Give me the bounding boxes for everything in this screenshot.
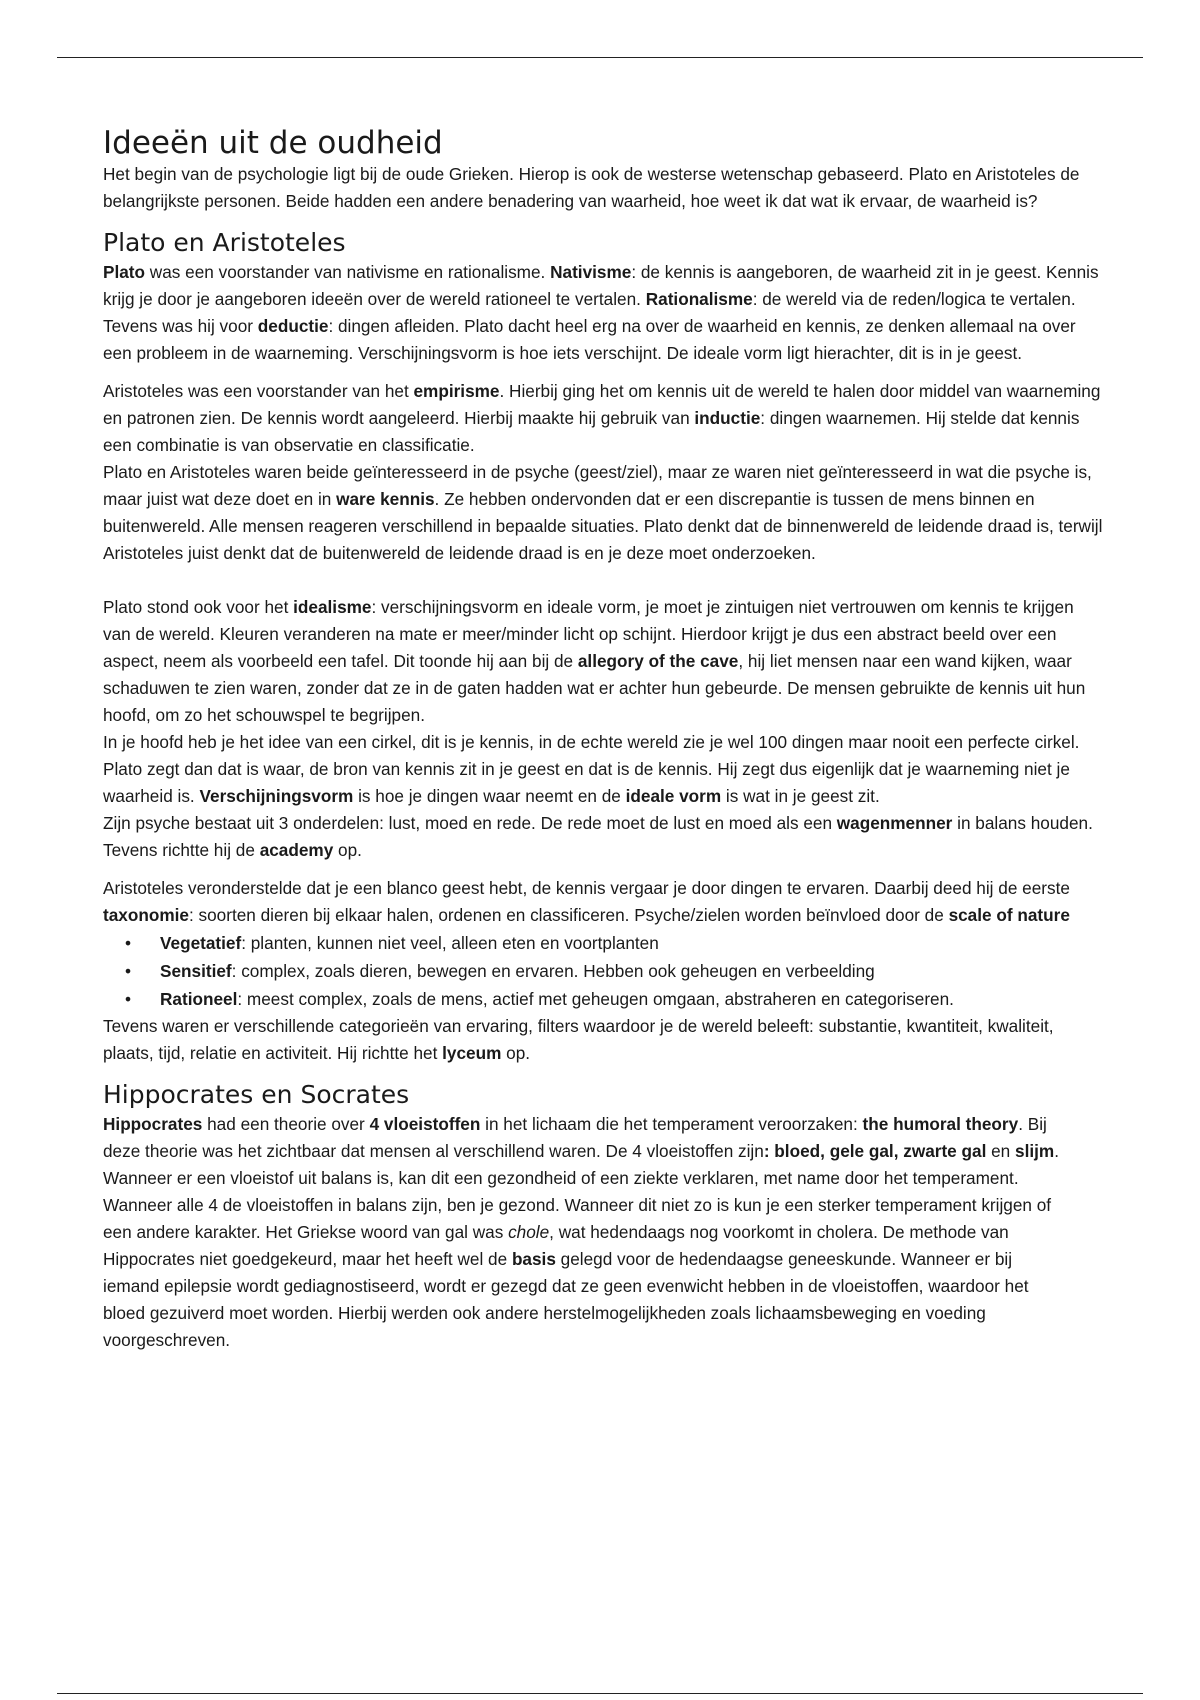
heading-hippocrates-en-socrates: Hippocrates en Socrates xyxy=(103,1080,410,1109)
intro-paragraph: Het begin van de psychologie ligt bij de oude Grieken. Hierop is ook de westerse wetenschap gebaseerd. Plato en Aristoteles de belangrijkste personen. Beide hadden een andere benadering van waarheid, hoe weet ik dat wat ik ervaar, de waarheid is? xyxy=(103,164,1080,211)
paragraph-plato-idealisme: Plato stond ook voor het idealisme: verschijningsvorm en ideale vorm, je moet je zintuigen niet vertrouwen om kennis te krijgen van de wereld. Kleuren veranderen na mate er meer/minder licht op schijnt. Hierdoor krijgt je dus een abstract beeld over een aspect, neem als voorbeeld een tafel. Dit toonde hij aan bij de allegory of the cave, hij liet mensen naar een wand kijken, waar schaduwen te zien waren, zonder dat ze in de gaten hadden wat er achter hun gebeurde. De mensen gebruikte de kennis uit hun hoofd, om zo het schouwspel te begrijpen. xyxy=(103,597,1086,725)
list-item: • Rationeel: meest complex, zoals de mens, actief met geheugen omgaan, abstraheren en categoriseren. xyxy=(103,985,1103,1013)
list-item: • Sensitief: complex, zoals dieren, bewegen en ervaren. Hebben ook geheugen en verbeelding xyxy=(103,957,1103,985)
paragraph-plato-nativisme: Plato was een voorstander van nativisme en rationalisme. Nativisme: de kennis is aangeboren, de waarheid zit in je geest. Kennis krijg je door je aangeboren ideeën over de wereld rationeel te vertalen. Rationalisme: de wereld via de reden/logica te vertalen. Tevens was hij voor deductie: dingen afleiden. Plato dacht heel erg na over de waarheid en kennis, ze denken allemaal na over een probleem in de waarneming. Verschijningsvorm is hoe iets verschijnt. De ideale vorm ligt hierachter, dit is in je geest. xyxy=(103,262,1099,363)
scale-of-nature-list xyxy=(103,929,1103,1013)
paragraph-aristoteles-empirisme: Aristoteles was een voorstander van het empirisme. Hierbij ging het om kennis uit de wereld te halen door middel van waarneming en patronen zien. De kennis wordt aangeleerd. Hierbij maakte hij gebruik van inductie: dingen waarnemen. Hij stelde dat kennis een combinatie is van observatie en classificatie. xyxy=(103,381,1101,455)
bullet-icon: • xyxy=(125,961,132,981)
paragraph-psyche-onderdelen: Zijn psyche bestaat uit 3 onderdelen: lust, moed en rede. De rede moet de lust en moed als een wagenmenner in balans houden. Tevens richtte hij de academy op. xyxy=(103,813,1093,860)
paragraph-categorieen: Tevens waren er verschillende categorieën van ervaring, filters waardoor je de wereld beleeft: substantie, kwantiteit, kwaliteit, plaats, tijd, relatie en activiteit. Hij richtte het lyceum op. xyxy=(103,1016,1054,1063)
document-body xyxy=(103,126,1103,1354)
bullet-icon: • xyxy=(125,933,132,953)
heading-ideeen-uit-de-oudheid: Ideeën uit de oudheid xyxy=(103,125,443,161)
paragraph-hippocrates: Hippocrates had een theorie over 4 vloeistoffen in het lichaam die het temperament veroorzaken: the humoral theory. Bij deze theorie was het zichtbaar dat mensen al verschillend waren. De 4 vloeistoffen zijn: bloed, gele gal, zwarte gal en slijm. Wanneer er een vloeistof uit balans is, kan dit een gezondheid of een ziekte verklaren, met name door het temperament. Wanneer alle 4 de vloeistoffen in balans zijn, ben je gezond. Wanneer dit niet zo is kun je een sterker temperament krijgen of een andere karakter. Het Griekse woord van gal was chole, wat hedendaags nog voorkomt in cholera. De methode van Hippocrates niet goedgekeurd, maar het heeft wel de basis gelegd voor de hedendaagse geneeskunde. Wanneer er bij iemand epilepsie wordt gediagnostiseerd, wordt er gezegd dat ze geen evenwicht hebben in de vloeistoffen, waardoor het bloed gezuiverd moet worden. Hierbij werden ook andere herstelmogelijkheden zoals lichaamsbeweging en voeding voorgeschreven. xyxy=(103,1114,1059,1350)
heading-plato-en-aristoteles: Plato en Aristoteles xyxy=(103,228,346,257)
header-rule xyxy=(57,57,1143,58)
footer-rule xyxy=(57,1693,1143,1694)
paragraph-cirkel: In je hoofd heb je het idee van een cirkel, dit is je kennis, in de echte wereld zie je wel 100 dingen maar nooit een perfecte cirkel. Plato zegt dan dat is waar, de bron van kennis zit in je geest en dat is de kennis. Hij zegt dus eigenlijk dat je waarneming niet je waarheid is. Verschijningsvorm is hoe je dingen waar neemt en de ideale vorm is wat in je geest zit. xyxy=(103,732,1080,806)
list-item: • Vegetatief: planten, kunnen niet veel, alleen eten en voortplanten xyxy=(103,929,1103,957)
paragraph-aristoteles-taxonomie: Aristoteles veronderstelde dat je een blanco geest hebt, de kennis vergaar je door dingen te ervaren. Daarbij deed hij de eerste taxonomie: soorten dieren bij elkaar halen, ordenen en classificeren. Psyche/zielen worden beïnvloed door de scale of nature xyxy=(103,878,1070,925)
bullet-icon: • xyxy=(125,989,132,1009)
paragraph-psyche-ware-kennis: Plato en Aristoteles waren beide geïnteresseerd in de psyche (geest/ziel), maar ze waren niet geïnteresseerd in wat die psyche is, maar juist wat deze doet en in ware kennis. Ze hebben ondervonden dat er een discrepantie is tussen de mens binnen en buitenwereld. Alle mensen reageren verschillend in bepaalde situaties. Plato denkt dat de binnenwereld de leidende draad is, terwijl Aristoteles juist denkt dat de buitenwereld de leidende draad is en je deze moet onderzoeken. xyxy=(103,462,1103,563)
